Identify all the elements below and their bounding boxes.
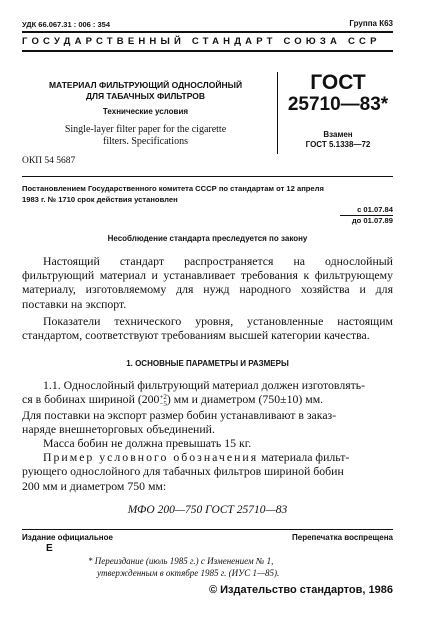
reprint-footnote-line-2: утвержденным в октябре 1985 г. (ИУС 1—85).	[97, 568, 280, 578]
clause-1-1-line-4: наряде внешнеторговых объединений.	[22, 421, 215, 436]
width-prefix: ся в бобинах шириной (200	[22, 392, 160, 407]
title-line-1: МАТЕРИАЛ ФИЛЬТРУЮЩИЙ ОДНОСЛОЙНЫЙ	[48, 80, 243, 90]
english-title-line-2: filters. Specifications	[103, 136, 188, 147]
clause-1-1	[22, 378, 393, 493]
tolerance-upper: +2	[159, 392, 167, 401]
okp-code: ОКП 54 5687	[22, 156, 76, 166]
mass-limit: Масса бобин не должна превышать 15 кг.	[43, 435, 252, 450]
example-rest-text: материала фильт-	[258, 450, 350, 465]
example-line-2: рующего однослойного для табачных фильтров шириной бобин	[22, 464, 344, 479]
decree-text	[22, 183, 397, 205]
validity-to: до 01.07.89	[351, 216, 393, 225]
english-title	[22, 124, 269, 148]
clause-1-1-line-1: 1.1. Однослойный фильтрующий материал должен изготовлять-	[43, 378, 366, 392]
replaces-label: Взамен	[323, 130, 353, 139]
validity-from: с 01.07.84	[357, 205, 393, 214]
designation-example: МФО 200—750 ГОСТ 25710—83	[127, 504, 288, 516]
top-rule	[22, 31, 393, 33]
intro-paragraph-1: Настоящий стандарт распространяется на однослойный фильтрующий материал и устанавливает требования к фильтрующему материалу, изготовляемому для нужд народного хозяйства и для поставки на экспорт.	[22, 254, 393, 311]
clause-1-1-line-3: Для поставки на экспорт размер бобин устанавливают в заказ-	[22, 407, 337, 422]
reprint-forbidden: Перепечатка воспрещена	[292, 533, 393, 542]
reprint-footnote-line-1: * Переиздание (июль 1985 г.) с Изменением № 1,	[88, 556, 274, 566]
english-title-line-1: Single-layer filter paper for the cigarette	[64, 124, 227, 135]
replaces-reference: ГОСТ 5.1338—72	[305, 140, 371, 149]
state-standard-banner: ГОСУДАРСТВЕННЫЙ СТАНДАРТ СОЮЗА ССР	[22, 36, 381, 47]
tolerance-lower: −5	[159, 399, 167, 408]
width-suffix: ) мм и диаметром (750±10) мм.	[166, 392, 324, 407]
gost-number: 25710—83*	[287, 94, 389, 115]
banner-rule	[22, 50, 393, 52]
title-divider	[277, 72, 278, 154]
group-code: Группа К63	[349, 19, 393, 28]
document-subtitle: Технические условия	[102, 107, 189, 116]
copyright: © Издательство стандартов, 1986	[208, 584, 393, 596]
reprint-footnote	[88, 555, 279, 579]
clause-1-1-line-2	[22, 392, 393, 407]
legal-warning: Несоблюдение стандарта преследуется по закону	[107, 234, 308, 243]
footer-rule	[22, 529, 393, 530]
example-spaced-text: Пример условного обозначения	[43, 450, 259, 465]
edition-letter: Е	[46, 543, 53, 554]
intro-paragraph-2: Показатели технического уровня, установленные настоящим стандартом, соответствуют требованиям высшей категории качества.	[22, 314, 393, 343]
document-title	[22, 80, 269, 102]
decree-line-1: Постановлением Государственного комитета СССР по стандартам от 12 апреля	[22, 184, 324, 193]
official-edition: Издание официальное	[22, 533, 113, 542]
title-line-2: ДЛЯ ТАБАЧНЫХ ФИЛЬТРОВ	[85, 91, 206, 101]
width-tolerance	[159, 394, 166, 408]
udk-code: УДК 66.067.31 : 006 : 354	[22, 20, 111, 29]
decree-rule	[22, 176, 393, 177]
gost-label: ГОСТ	[310, 71, 366, 94]
decree-line-2: 1983 г. № 1710 срок действия установлен	[22, 195, 178, 204]
section-heading: 1. ОСНОВНЫЕ ПАРАМЕТРЫ И РАЗМЕРЫ	[126, 359, 289, 368]
example-line-1	[22, 450, 393, 464]
example-line-3: 200 мм и диаметром 750 мм:	[22, 478, 167, 493]
